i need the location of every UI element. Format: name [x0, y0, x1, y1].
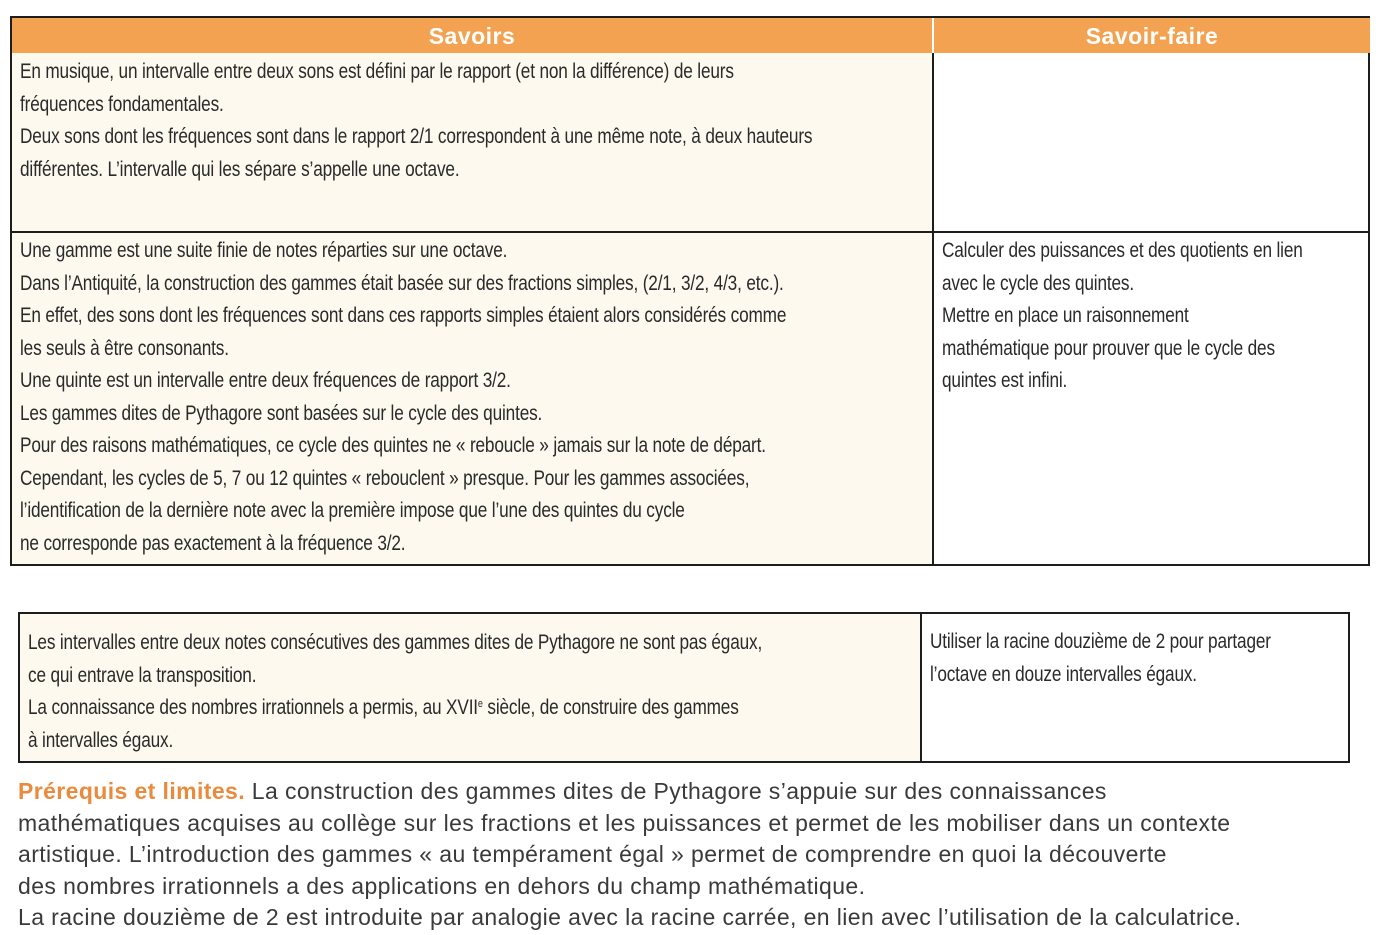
equal-temperament-savoirs-text: [28, 627, 762, 757]
text-fragment: La connaissance des nombres irrationnels a permis, au XVII: [28, 696, 478, 719]
header-savoir-faire: Savoir-faire: [934, 18, 1370, 53]
equal-temperament-savoir-faire-cell: [922, 614, 1350, 761]
text-line: Deux sons dont les fréquences sont dans le rapport 2/1 correspondent à une même note, à deux hauteurs: [20, 125, 813, 148]
text-line: ne corresponde pas exactement à la fréquence 3/2.: [20, 531, 406, 555]
text-line: La racine douzième de 2 est introduite par analogie avec la racine carrée, en lien avec l’utilisation de la calculatrice.: [18, 904, 1242, 930]
row2-savoirs-text: [20, 235, 786, 560]
row1-savoirs-text: [20, 56, 812, 186]
text-line: des nombres irrationnels a des applications en dehors du champ mathématique.: [18, 872, 866, 899]
row2-savoir-faire-text: [942, 235, 1303, 398]
text-line: Cependant, les cycles de 5, 7 ou 12 quintes « rebouclent » presque. Pour les gammes associées,: [20, 466, 750, 490]
text-line: En musique, un intervalle entre deux sons est défini par le rapport (et non la différence) de leurs: [20, 60, 734, 83]
text-line: artistique. L’introduction des gammes « au tempérament égal » permet de comprendre en quoi la découverte: [18, 841, 1167, 867]
equal-temperament-table: [18, 612, 1350, 763]
header-savoirs: Savoirs: [12, 18, 932, 53]
text-line: mathématiques acquises au collège sur les fractions et les puissances et permet de les mobiliser dans un contexte: [18, 809, 1231, 836]
text-line: l’identification de la dernière note avec la première impose que l’une des quintes du cycle: [20, 499, 685, 522]
text-line: à intervalles égaux.: [28, 728, 174, 752]
text-line: Pour des raisons mathématiques, ce cycle des quintes ne « reboucle » jamais sur la note de départ.: [20, 434, 766, 457]
text-fragment: siècle, de construire des gammes: [482, 696, 739, 719]
text-line: Une quinte est un intervalle entre deux fréquences de rapport 3/2.: [20, 369, 511, 392]
text-line: En effet, des sons dont les fréquences sont dans ces rapports simples étaient alors considérés comme: [20, 304, 787, 327]
row1-savoirs-cell: [12, 53, 934, 231]
text-fragment: La construction des gammes dites de Pythagore s’appuie sur des connaissances: [245, 778, 1107, 804]
prerequisites-paragraph: [18, 776, 1241, 934]
text-line: Les gammes dites de Pythagore sont basées sur le cycle des quintes.: [20, 401, 543, 425]
text-line: Calculer des puissances et des quotients en lien: [942, 239, 1303, 262]
equal-temperament-savoir-faire-text: [930, 626, 1271, 691]
row2-savoir-faire-cell: [934, 231, 1370, 564]
text-line: [28, 692, 762, 725]
text-line: avec le cycle des quintes.: [942, 271, 1134, 295]
text-line: mathématique pour prouver que le cycle des: [942, 336, 1275, 360]
superscript: e: [477, 698, 483, 710]
text-line: l’octave en douze intervalles égaux.: [930, 662, 1197, 686]
text-line: quintes est infini.: [942, 369, 1068, 392]
text-line: différentes. L’intervalle qui les sépare s’appelle une octave.: [20, 157, 460, 181]
text-line: Dans l’Antiquité, la construction des gammes était basée sur des fractions simples, (2/1, 3/2, 4/3, etc.).: [20, 271, 784, 295]
programme-table: [10, 16, 1370, 566]
row1-savoir-faire-cell: [934, 53, 1370, 231]
text-line: fréquences fondamentales.: [20, 92, 224, 116]
text-line: les seuls à être consonants.: [20, 336, 229, 360]
row2-savoirs-cell: [12, 231, 934, 564]
text-line: Les intervalles entre deux notes consécutives des gammes dites de Pythagore ne sont pas égaux,: [28, 631, 763, 654]
prerequisites-heading: Prérequis et limites.: [18, 778, 245, 804]
equal-temperament-savoirs-cell: [20, 614, 922, 761]
text-line: [18, 776, 1241, 808]
text-line: ce qui entrave la transposition.: [28, 663, 257, 687]
text-line: Mettre en place un raisonnement: [942, 304, 1189, 327]
text-line: Utiliser la racine douzième de 2 pour partager: [930, 630, 1271, 653]
text-line: Une gamme est une suite finie de notes réparties sur une octave.: [20, 239, 508, 262]
